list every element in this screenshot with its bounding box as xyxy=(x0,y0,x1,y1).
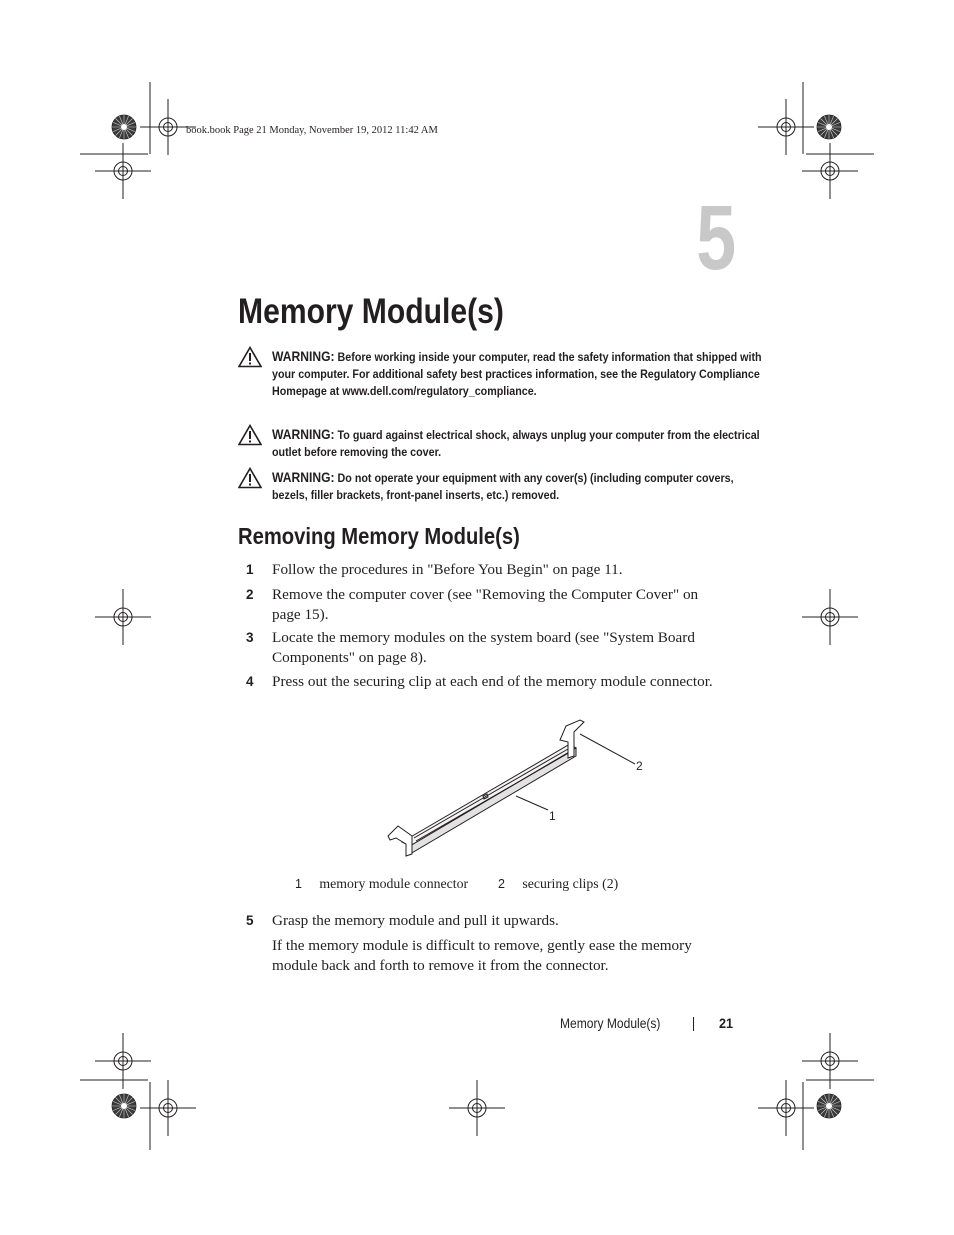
legend-label: memory module connector xyxy=(319,876,469,891)
step-text: Remove the computer cover (see "Removing the Computer Cover" on page 15). xyxy=(272,586,699,623)
step-number: 3 xyxy=(246,630,254,645)
chapter-title: Memory Module(s) xyxy=(238,292,504,331)
warning-text: Do not operate your equipment with any cover(s) (including computer covers, bezels, filler brackets, front-panel inserts, etc.) removed. xyxy=(272,471,734,502)
step-note: If the memory module is difficult to remove, gently ease the memory module back and forth to remove it from the connector. xyxy=(272,937,692,974)
print-header: book.book Page 21 Monday, November 19, 2012 11:42 AM xyxy=(186,125,438,136)
callout-leader xyxy=(580,734,635,764)
step-number: 2 xyxy=(246,587,254,602)
step-text: Follow the procedures in "Before You Begin" on page 11. xyxy=(272,561,623,578)
step-number: 4 xyxy=(246,674,254,689)
legend-item xyxy=(498,876,618,892)
warning-label: WARNING: xyxy=(272,348,335,364)
legend-number: 1 xyxy=(295,877,302,891)
legend-item xyxy=(295,876,468,892)
warning-icon xyxy=(238,467,262,489)
step-number: 5 xyxy=(246,913,254,928)
warning-text: Before working inside your computer, read the safety information that shipped with your computer. For additional safety best practices information, see the Regulatory Compliance Homepage at www.dell.com/regulatory_compliance. xyxy=(272,350,762,398)
footer-title: Memory Module(s) xyxy=(560,1016,661,1031)
page-number: 21 xyxy=(719,1015,734,1031)
legend-number: 2 xyxy=(498,877,505,891)
chapter-number: 5 xyxy=(696,187,736,289)
callout-leader xyxy=(516,796,548,810)
step-text: Press out the securing clip at each end of the memory module connector. xyxy=(272,673,713,690)
warning-label: WARNING: xyxy=(272,426,335,442)
callout-label: 1 xyxy=(549,809,556,823)
step-text: Grasp the memory module and pull it upwards. xyxy=(272,912,559,929)
footer-divider xyxy=(693,1017,694,1031)
callout-label: 2 xyxy=(636,759,643,773)
memory-connector-figure xyxy=(380,712,660,862)
warning-label: WARNING: xyxy=(272,469,335,485)
legend-label: securing clips (2) xyxy=(522,876,619,891)
warning-icon xyxy=(238,424,262,446)
section-title: Removing Memory Module(s) xyxy=(238,523,520,549)
step-text: Locate the memory modules on the system board (see "System Board Components" on page 8). xyxy=(272,629,695,666)
step-number: 1 xyxy=(246,562,254,577)
warning-text: To guard against electrical shock, always unplug your computer from the electrical outlet before removing the cover. xyxy=(272,428,760,459)
warning-icon xyxy=(238,346,262,368)
